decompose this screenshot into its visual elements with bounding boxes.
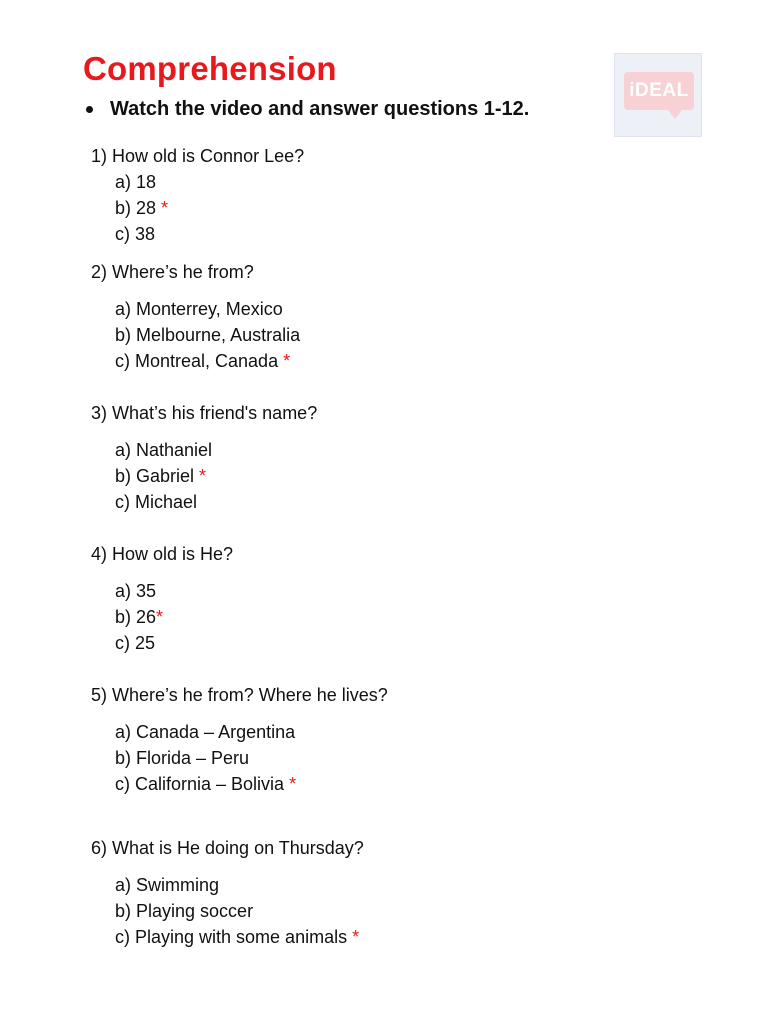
question-4-option-b: b) 26* [115, 607, 164, 627]
question-1: 1) How old is Connor Lee? [91, 146, 305, 166]
correct-answer-marker: * [156, 607, 164, 627]
question-4-option-c: c) 25 [115, 633, 156, 653]
correct-answer-marker: * [352, 927, 360, 947]
question-2-option-c: c) Montreal, Canada * [115, 351, 291, 371]
question-6-option-b: b) Playing soccer [115, 901, 254, 921]
question-3-option-c: c) Michael [115, 492, 198, 512]
instruction-text: Watch the video and answer questions 1-12. [110, 98, 530, 120]
correct-answer-marker: * [161, 198, 169, 218]
correct-answer-marker: * [283, 351, 291, 371]
logo-speech-bubble [624, 72, 694, 110]
page-title: Comprehension [83, 50, 337, 87]
question-3-option-a: a) Nathaniel [115, 440, 213, 460]
speech-bubble-tail-icon [667, 109, 683, 119]
question-1-option-a: a) 18 [115, 172, 157, 192]
bullet-icon [86, 106, 93, 113]
question-6: 6) What is He doing on Thursday? [91, 838, 364, 858]
correct-answer-marker: * [199, 466, 207, 486]
ideal-logo [614, 53, 702, 137]
logo-text: iDEAL [629, 80, 689, 101]
question-5-option-b: b) Florida – Peru [115, 748, 250, 768]
question-5-option-a: a) Canada – Argentina [115, 722, 296, 742]
instruction-line [84, 98, 529, 121]
question-1-option-b: b) 28 * [115, 198, 169, 218]
question-4: 4) How old is He? [91, 544, 234, 564]
question-2-option-b: b) Melbourne, Australia [115, 325, 301, 345]
question-6-option-c: c) Playing with some animals * [115, 927, 360, 947]
question-6-option-a: a) Swimming [115, 875, 220, 895]
question-1-option-c: c) 38 [115, 224, 156, 244]
question-5-option-c: c) California – Bolivia * [115, 774, 297, 794]
question-4-option-a: a) 35 [115, 581, 157, 601]
correct-answer-marker: * [289, 774, 297, 794]
question-2-option-a: a) Monterrey, Mexico [115, 299, 283, 319]
question-5: 5) Where’s he from? Where he lives? [91, 685, 388, 705]
question-3-option-b: b) Gabriel * [115, 466, 207, 486]
question-2: 2) Where’s he from? [91, 262, 254, 282]
question-3: 3) What’s his friend's name? [91, 403, 318, 423]
